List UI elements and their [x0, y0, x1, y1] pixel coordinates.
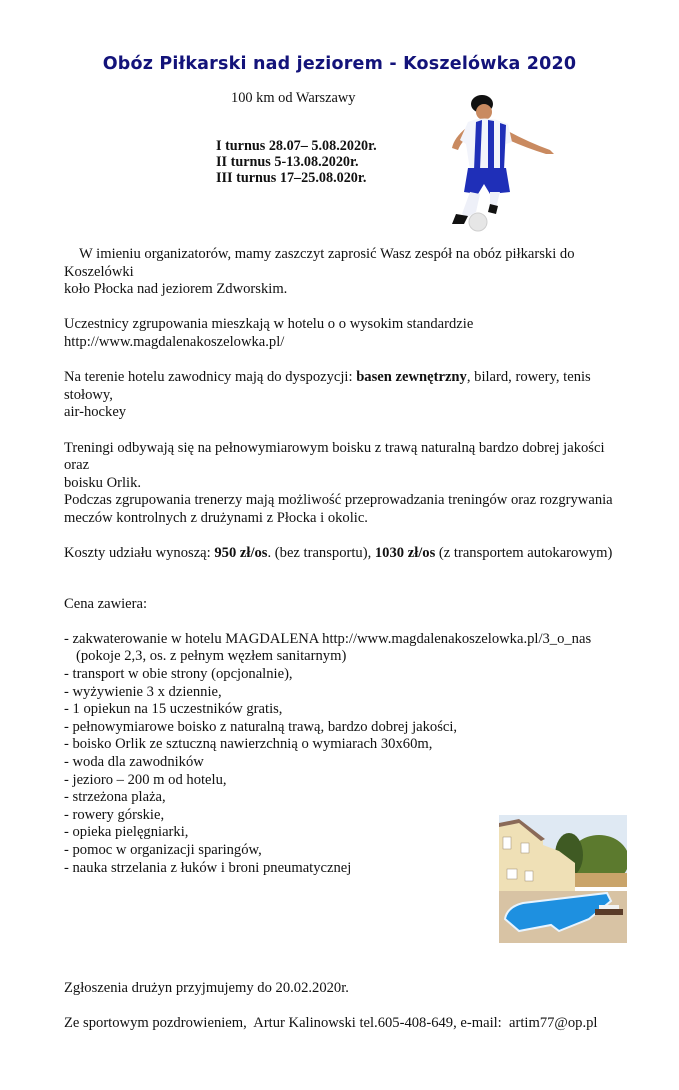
- costs-prefix: Koszty udziału wynoszą:: [64, 545, 215, 562]
- jersey-stripe: [488, 120, 494, 170]
- includes-heading-block: [64, 596, 621, 614]
- page-title: Obóz Piłkarski nad jeziorem - Koszelówka 2020: [102, 54, 577, 74]
- includes-heading: Cena zawiera:: [64, 595, 148, 612]
- player-face: [476, 104, 492, 120]
- subtitle-distance: 100 km od Warszawy: [231, 90, 356, 106]
- list-item: - transport w obie strony (opcjonalnie),: [64, 666, 293, 683]
- pool-house-window: [503, 837, 511, 849]
- costs-line: [64, 545, 621, 563]
- football-ball: [469, 213, 487, 231]
- intro-line-2: koło Płocka nad jeziorem Zdworskim.: [64, 281, 288, 298]
- trainings-line-1: Treningi odbywają się na pełnowymiarowym boisku z trawą naturalną bardzo dobrej jakości oraz: [64, 439, 605, 474]
- costs-suffix: (z transportem autokarowym): [435, 545, 613, 562]
- pool-house-window: [507, 869, 517, 879]
- intro-paragraph: [64, 246, 621, 299]
- costs-paragraph: [64, 545, 621, 563]
- hotel-url[interactable]: http://www.magdalenakoszelowka.pl/: [64, 333, 285, 350]
- list-item: - nauka strzelania z łuków i broni pneumatycznej: [64, 859, 352, 876]
- pool-image-holder: [499, 815, 627, 943]
- content-body: [0, 236, 679, 1090]
- pool-fence: [569, 873, 627, 887]
- player-shorts: [464, 168, 510, 194]
- trainings-line-2: boisku Orlik.: [64, 474, 142, 491]
- price-without-transport: 950 zł/os: [214, 545, 268, 562]
- facilities-paragraph: [64, 369, 621, 422]
- trainings-paragraph: [64, 440, 621, 528]
- facilities-prefix: Na terenie hotelu zawodnicy mają do dyspozycji:: [64, 369, 357, 386]
- price-with-transport: 1030 zł/os: [374, 545, 436, 562]
- costs-mid: . (bez transportu),: [267, 545, 375, 562]
- intro-line-1: W imieniu organizatorów, mamy zaszczyt zaprosić Wasz zespół na obóz piłkarski do Koszelówki: [64, 246, 575, 280]
- pool-house-window: [525, 871, 533, 881]
- facilities-suffix: , bilard, rowery, tenis stołowy,: [64, 369, 591, 403]
- hotel-text: Uczestnicy zgrupowania mieszkają w hotelu o o wysokim standardzie: [64, 316, 474, 333]
- facilities-line-2: air-hockey: [64, 404, 127, 421]
- facilities-pool-bold: basen zewnętrzny: [356, 369, 467, 386]
- trainings-line-3: Podczas zgrupowania trenerzy mają możliwość przeprowadzania treningów oraz rozgrywania: [64, 492, 613, 509]
- list-item: - opieka pielęgniarki,: [64, 824, 189, 841]
- list-item: - woda dla zawodników: [64, 754, 204, 771]
- includes-list: [64, 631, 621, 947]
- list-item: - 1 opiekun na 15 uczestników gratis,: [64, 701, 283, 718]
- list-item: - jezioro – 200 m od hotelu,: [64, 771, 227, 788]
- list-item: - pomoc w organizacji sparingów,: [64, 842, 262, 858]
- includes-section: [64, 631, 621, 947]
- signature-paragraph: [64, 1015, 621, 1033]
- turn-2: II turnus 5-13.08.2020r.: [216, 154, 359, 170]
- football-player-image: [446, 94, 558, 234]
- turn-1: I turnus 28.07– 5.08.2020r.: [216, 138, 377, 154]
- list-item: - rowery górskie,: [64, 806, 165, 823]
- pool-lounger-cushion: [599, 905, 619, 909]
- header-block: [0, 0, 679, 236]
- turns-list: [216, 138, 377, 186]
- deadline-text: Zgłoszenia drużyn przyjmujemy do 20.02.2020r.: [64, 979, 349, 996]
- hotel-paragraph: [64, 316, 621, 351]
- list-item: - boisko Orlik ze sztuczną nawierzchnią o wymiarach 30x60m,: [64, 736, 433, 753]
- list-item: - pełnowymiarowe boisko z naturalną trawą, bardzo dobrej jakości,: [64, 718, 458, 735]
- pool-lounger: [595, 909, 623, 915]
- hotel-pool-image: [499, 815, 627, 943]
- list-item: - zakwaterowanie w hotelu MAGDALENA http://www.magdalenakoszelowka.pl/3_o_nas (pokoje 2,3, os. z pełnym węzłem sanitarnym): [64, 630, 592, 665]
- pool-house-window: [521, 843, 529, 853]
- trainings-line-4: meczów kontrolnych z drużynami z Płocka i okolic.: [64, 509, 368, 526]
- deadline-paragraph: [64, 980, 621, 998]
- list-item: - strzeżona plaża,: [64, 789, 166, 806]
- signature-text: Ze sportowym pozdrowieniem, Artur Kalinowski tel.605-408-649, e-mail: artim77@op.pl: [64, 1015, 598, 1032]
- facilities-line-1: [64, 369, 621, 404]
- list-item: - wyżywienie 3 x dziennie,: [64, 683, 222, 700]
- turn-3: III turnus 17–25.08.020r.: [216, 170, 367, 186]
